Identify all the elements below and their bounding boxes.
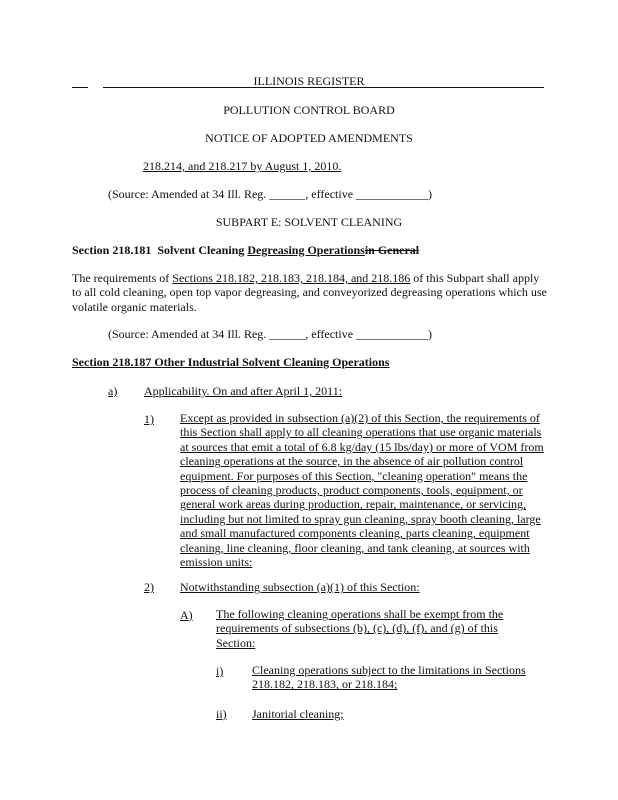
section-181-body-text-2: of this Subpart shall apply to all cold cleaning, open top vapor degreasing, and conveyorized degreasing operations which use volatile organic materials. (72, 271, 547, 314)
subsection-A-text: The following cleaning operations shall be exempt from the requirements of subsections (b), (c), (d), (f), and (g) of this Section: (216, 607, 504, 650)
section-181-title: Solvent Cleaning (157, 243, 248, 257)
section-181-body-added: Sections 218.182, 218.183, 218.184, and 218.186 (172, 271, 411, 285)
subsection-i-text: Cleaning operations subject to the limitations in Sections 218.182, 218.183, or 218.184; (252, 663, 526, 692)
subsection-a2-label: 2) (144, 580, 154, 594)
register-title: ILLINOIS REGISTER (253, 74, 365, 88)
subsection-i-label: i) (216, 664, 224, 678)
subsection-a-text: Applicability. On and after April 1, 2011: (144, 384, 343, 398)
source-note-1: (Source: Amended at 34 Ill. Reg. ______, effective ____________) (108, 187, 433, 201)
section-181-label: Section 218.181 (72, 243, 152, 257)
carryover-line: 218.214, and 218.217 by August 1, 2010. (143, 159, 342, 173)
subpart-heading: SUBPART E: SOLVENT CLEANING (215, 215, 403, 229)
subsection-a1-text: Except as provided in subsection (a)(2) of this Section, the requirements of this Section shall apply to all cleaning operations that use organic materials at sources that emit a total of 6.8 kg/day (15 lbs/day) or more of VOM from cleaning operations at the source, in the absence of air pollution control equipment. For purposes of this Section, "cleaning operation" means the process of cleaning products, product components, tools, equipment, or general work areas during production, repair, maintenance, or servicing, including but not limited to spray gun cleaning, spray booth cleaning, large and small manufactured components cleaning, parts cleaning, equipment cleaning, line cleaning, floor cleaning, and tank cleaning, at sources with emission units: (180, 411, 544, 570)
section-181-title-added: Degreasing Operations (247, 243, 365, 257)
notice-title: NOTICE OF ADOPTED AMENDMENTS (205, 131, 413, 145)
board-name: POLLUTION CONTROL BOARD (223, 103, 395, 117)
source-note-2: (Source: Amended at 34 Ill. Reg. ______, effective ____________) (108, 327, 433, 341)
section-181-body-text: The requirements of (72, 271, 173, 285)
section-181-heading (72, 243, 419, 257)
section-181-body (72, 271, 550, 314)
subsection-A-label: A) (180, 608, 193, 622)
section-181-title-deleted: in General (364, 243, 420, 257)
subsection-a1-label: 1) (144, 412, 154, 426)
subsection-ii-text: Janitorial cleaning; (252, 707, 344, 721)
section-187-heading: Section 218.187 Other Industrial Solvent Cleaning Operations (72, 355, 390, 369)
subsection-ii-label: ii) (216, 707, 227, 721)
subsection-a-label: a) (108, 384, 118, 398)
subsection-a2-text: Notwithstanding subsection (a)(1) of this Section: (180, 580, 420, 594)
